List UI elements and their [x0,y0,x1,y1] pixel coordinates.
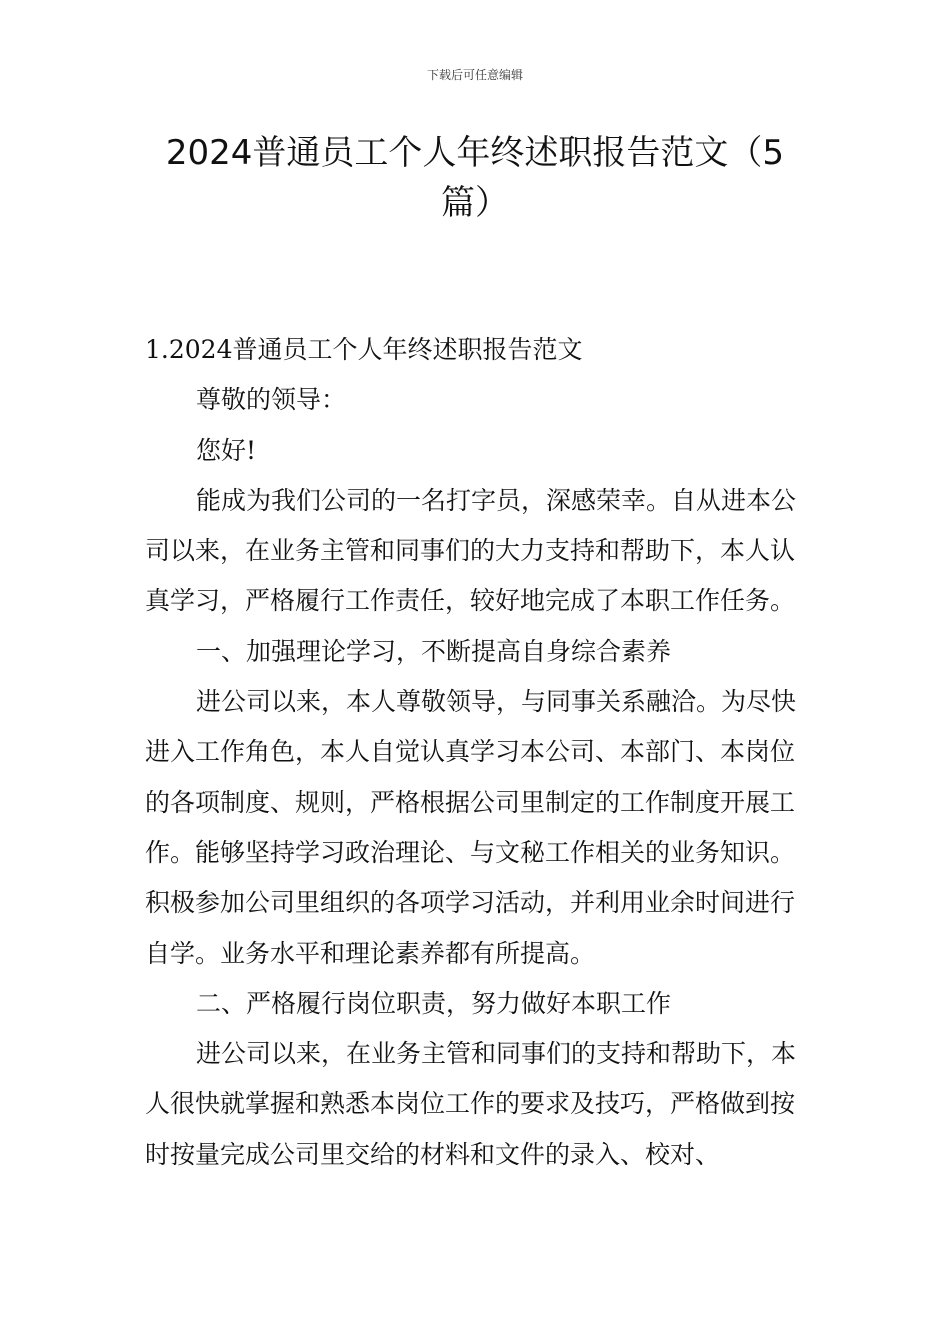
document-body [145,325,810,1180]
document-title: 2024普通员工个人年终述职报告范文（5篇） [165,133,785,223]
section-title: 1.2024普通员工个人年终述职报告范文 [145,335,583,364]
header-note: 下载后可任意编辑 [426,68,523,82]
salutation: 尊敬的领导： [196,385,347,415]
heading-part-two: 二、严格履行岗位职责，努力做好本职工作 [196,988,672,1018]
heading-part-one: 一、加强理论学习，不断提高自身综合素养 [196,636,672,666]
paragraph-part-two: 进公司以来，在业务主管和同事们的支持和帮助下，本人很快就掌握和熟悉本岗位工作的要求及技巧，严格做到按时按量完成公司里交给的材料和文件的录入、校对、 [145,1039,797,1169]
greeting: 您好! [196,435,257,465]
paragraph-part-one: 进公司以来，本人尊敬领导，与同事关系融洽。为尽快进入工作角色，本人自觉认真学习本公司、本部门、本岗位的各项制度、规则，严格根据公司里制定的工作制度开展工作。能够坚持学习政治理论、与文秘工作相关的业务知识。积极参加公司里组织的各项学习活动，并利用业余时间进行自学。业务水平和理论素养都有所提高。 [145,687,797,968]
paragraph-intro: 能成为我们公司的一名打字员，深感荣幸。自从进本公司以来，在业务主管和同事们的大力支持和帮助下，本人认真学习，严格履行工作责任，较好地完成了本职工作任务。 [145,485,797,616]
